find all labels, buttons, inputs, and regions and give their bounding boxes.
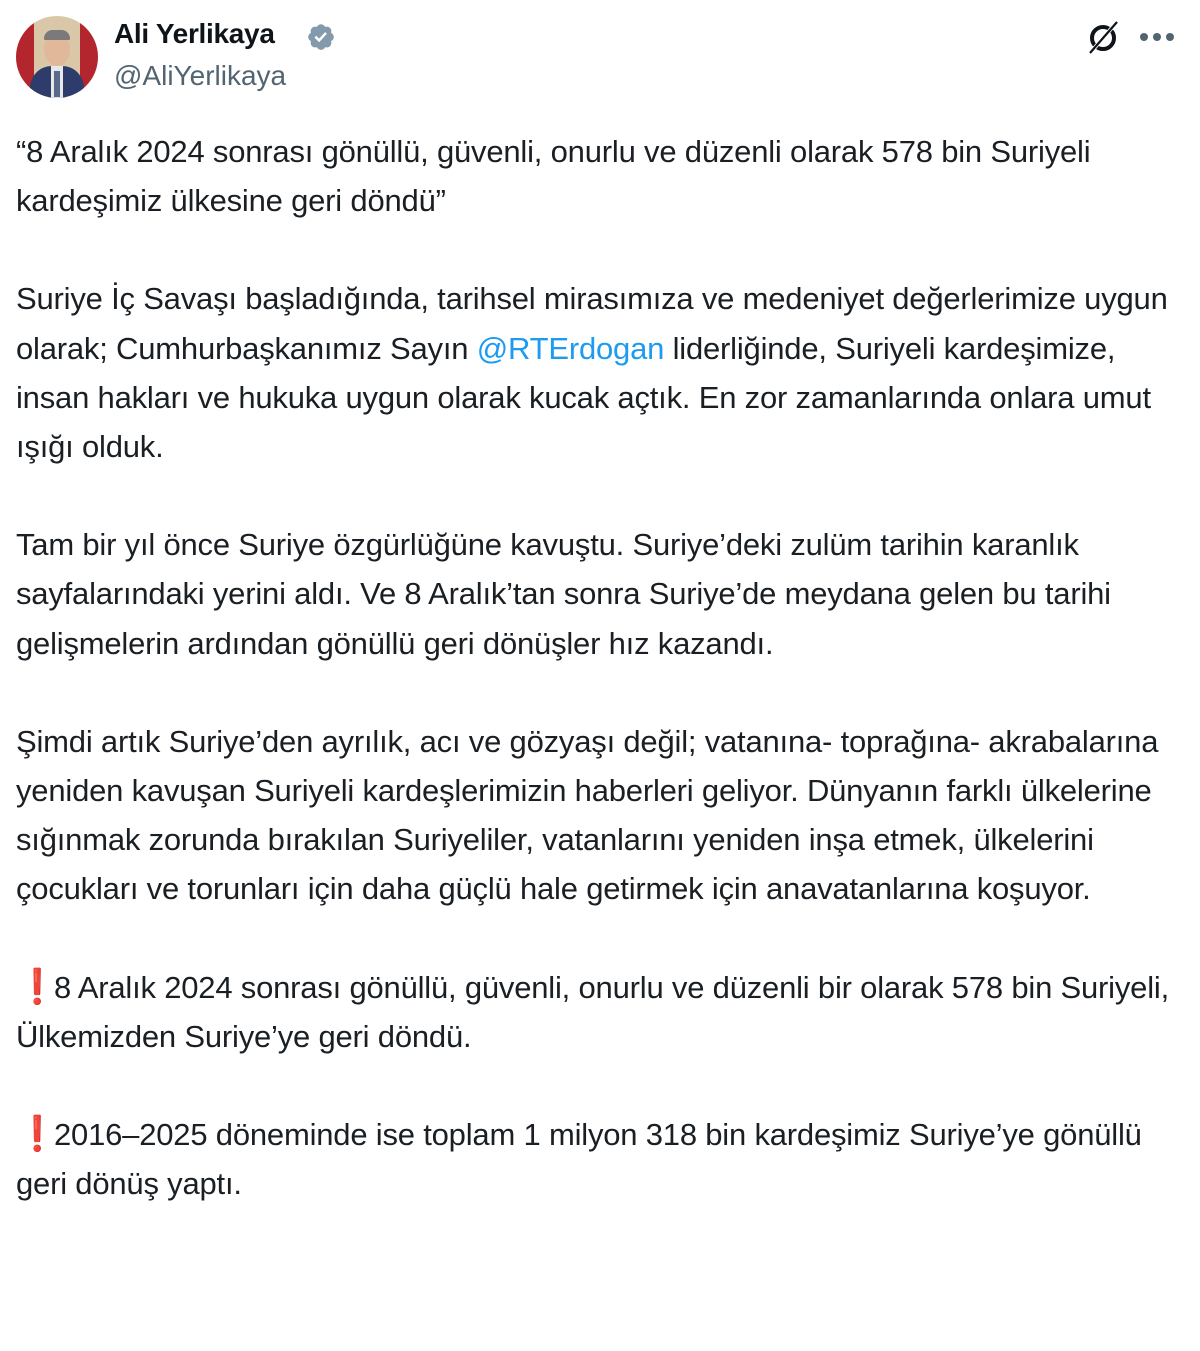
post-bullet-2	[16, 1110, 1186, 1208]
more-dot-icon	[1166, 33, 1174, 41]
grok-icon[interactable]	[1085, 18, 1121, 58]
post-paragraph-3: Tam bir yıl önce Suriye özgürlüğüne kavuştu. Suriye’deki zulüm tarihin karanlık sayfalarındaki yerini aldı. Ve 8 Aralık’tan sonra Suriye’de meydana gelen bu tarihi gelişmelerin ardından gönüllü geri dönüşler hız kazandı.	[16, 527, 1111, 661]
avatar[interactable]	[16, 16, 98, 98]
post-text: 8 Aralık 2024 sonrası gönüllü, güvenli, onurlu ve düzenli bir olarak 578 bin Suriyeli, Ülkemizden Suriye’ye geri döndü.	[16, 969, 1169, 1054]
author-handle[interactable]: @AliYerlikaya	[114, 60, 287, 91]
post-paragraph-4: Şimdi artık Suriye’den ayrılık, acı ve gözyaşı değil; vatanına- toprağına- akrabalarına yeniden kavuşan Suriyeli kardeşlerimizin haberleri geliyor. Dünyanın farklı ülkelerine sığınmak zorunda bırakılan Suriyeliler, vatanlarını yeniden inşa etmek, ülkelerini çocukları ve torunları için daha güçlü hale getirmek için anavatanlarına koşuyor.	[16, 723, 1159, 907]
post-text: Suriye İç Savaşı başladığında, tarihsel mirasımıza ve medeniyet değerlerimize uygun olarak; Cumhurbaşkanımız Sayın	[16, 281, 1168, 366]
post-text: liderliğinde, Suriyeli kardeşimize, insan hakları ve hukuka uygun olarak kucak açtık. En zor zamanlarında onlara umut ışığı olduk.	[16, 330, 1151, 465]
more-dot-icon	[1153, 33, 1161, 41]
more-options-button[interactable]	[1140, 30, 1176, 44]
author-name[interactable]: Ali Yerlikaya	[114, 18, 275, 49]
mention-link[interactable]: @RTErdogan	[476, 330, 665, 366]
post-bullet-1	[16, 963, 1186, 1061]
post-paragraph-2	[16, 274, 1186, 471]
post-body	[16, 127, 1186, 1257]
avatar-hair	[44, 30, 70, 40]
exclamation-icon: ❗	[16, 967, 59, 1006]
avatar-tie	[54, 71, 60, 97]
exclamation-icon: ❗	[16, 1115, 59, 1154]
verified-badge-icon	[306, 22, 336, 52]
post-header	[0, 0, 1200, 110]
post-paragraph-quote: “8 Aralık 2024 sonrası gönüllü, güvenli, onurlu ve düzenli olarak 578 bin Suriyeli kardeşimiz ülkesine geri döndü”	[16, 134, 1091, 219]
more-dot-icon	[1140, 33, 1148, 41]
post-text: 2016–2025 döneminde ise toplam 1 milyon 318 bin kardeşimiz Suriye’ye gönüllü geri dönüş yaptı.	[16, 1117, 1142, 1202]
